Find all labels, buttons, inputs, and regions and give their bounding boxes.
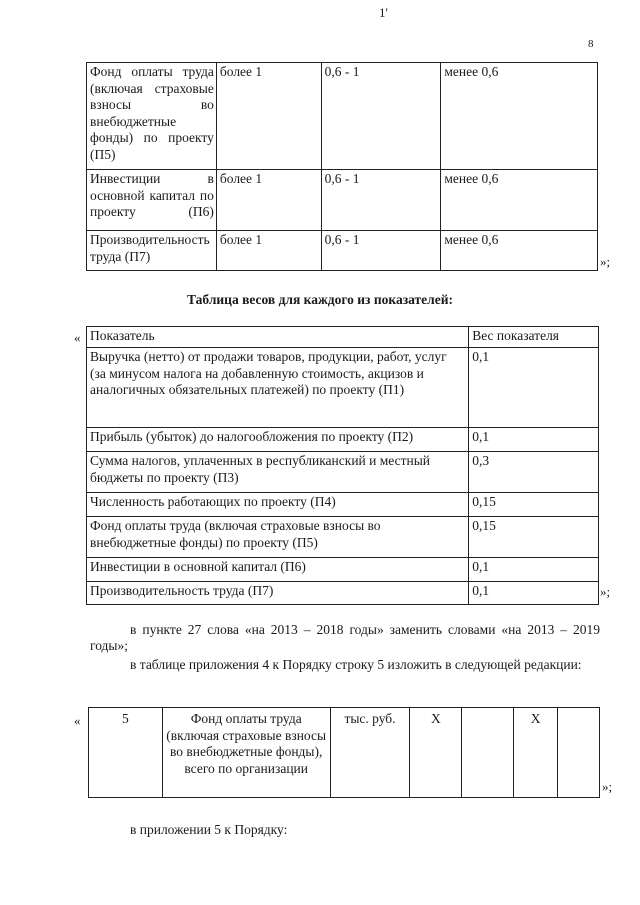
weights-value: 0,1 <box>469 428 599 452</box>
criteria-high: более 1 <box>216 63 321 170</box>
appendix-name: Фонд оплаты труда (включая страховые взносы во внебюджетные фонды), всего по организации <box>162 708 330 798</box>
appendix-c3: Х <box>514 708 558 798</box>
criteria-low: менее 0,6 <box>441 170 598 231</box>
page-number: 8 <box>588 38 594 50</box>
weights-table <box>86 326 599 605</box>
criteria-name: Инвестиции в основной капитал по проекту (П6) <box>87 170 217 231</box>
weights-row <box>87 348 599 428</box>
close-quote: »; <box>600 584 611 599</box>
criteria-mid: 0,6 - 1 <box>321 231 441 271</box>
appendix-c2 <box>462 708 514 798</box>
weights-row <box>87 428 599 452</box>
weights-header-indicator: Показатель <box>87 327 469 348</box>
weights-row <box>87 452 599 493</box>
criteria-high: более 1 <box>216 231 321 271</box>
criteria-name: Фонд оплаты труда (включая страховые взносы во внебюджетные фонды) по проекту (П5) <box>87 63 217 170</box>
weights-indicator: Фонд оплаты труда (включая страховые взносы во внебюджетные фонды) по проекту (П5) <box>87 517 469 558</box>
open-quote: « <box>74 330 81 345</box>
weights-row <box>87 493 599 517</box>
paragraph: в пункте 27 слова «на 2013 – 2018 годы» заменить словами «на 2013 – 2019 годы»; <box>90 622 600 653</box>
criteria-high: более 1 <box>216 170 321 231</box>
appendix-row <box>89 708 600 798</box>
weights-indicator: Инвестиции в основной капитал (П6) <box>87 558 469 582</box>
criteria-mid: 0,6 - 1 <box>321 63 441 170</box>
weights-value: 0,1 <box>469 558 599 582</box>
weights-indicator: Выручка (нетто) от продажи товаров, продукции, работ, услуг (за минусом налога на добавленную стоимость, акцизов и аналогичных обязательных платежей) по проекту (П1) <box>87 348 469 428</box>
appendix-c4 <box>558 708 600 798</box>
paragraph: в приложении 5 к Порядку: <box>130 822 288 837</box>
criteria-row <box>87 170 598 231</box>
close-quote: »; <box>600 254 611 269</box>
weights-indicator: Производительность труда (П7) <box>87 582 469 605</box>
appendix-table <box>88 707 600 798</box>
weights-indicator: Численность работающих по проекту (П4) <box>87 493 469 517</box>
weights-indicator: Сумма налогов, уплаченных в республиканский и местный бюджеты по проекту (П3) <box>87 452 469 493</box>
weights-value: 0,15 <box>469 517 599 558</box>
appendix-unit: тыс. руб. <box>330 708 410 798</box>
criteria-mid: 0,6 - 1 <box>321 170 441 231</box>
weights-header-row <box>87 327 599 348</box>
weights-title: Таблица весов для каждого из показателей: <box>186 292 454 307</box>
weights-row <box>87 558 599 582</box>
weights-row <box>87 582 599 605</box>
criteria-row <box>87 63 598 170</box>
criteria-name: Производительность труда (П7) <box>87 231 217 271</box>
weights-header-weight: Вес показателя <box>469 327 599 348</box>
appendix-num: 5 <box>89 708 163 798</box>
criteria-low: менее 0,6 <box>441 231 598 271</box>
top-mark: 1' <box>379 5 388 20</box>
weights-value: 0,15 <box>469 493 599 517</box>
weights-indicator: Прибыль (убыток) до налогообложения по проекту (П2) <box>87 428 469 452</box>
criteria-row <box>87 231 598 271</box>
criteria-table <box>86 62 598 271</box>
weights-value: 0,1 <box>469 582 599 605</box>
weights-row <box>87 517 599 558</box>
paragraph: в таблице приложения 4 к Порядку строку 5 изложить в следующей редакции: <box>130 657 582 672</box>
open-quote: « <box>74 713 81 728</box>
criteria-low: менее 0,6 <box>441 63 598 170</box>
weights-value: 0,3 <box>469 452 599 493</box>
weights-value: 0,1 <box>469 348 599 428</box>
appendix-c1: Х <box>410 708 462 798</box>
close-quote: »; <box>602 779 613 794</box>
